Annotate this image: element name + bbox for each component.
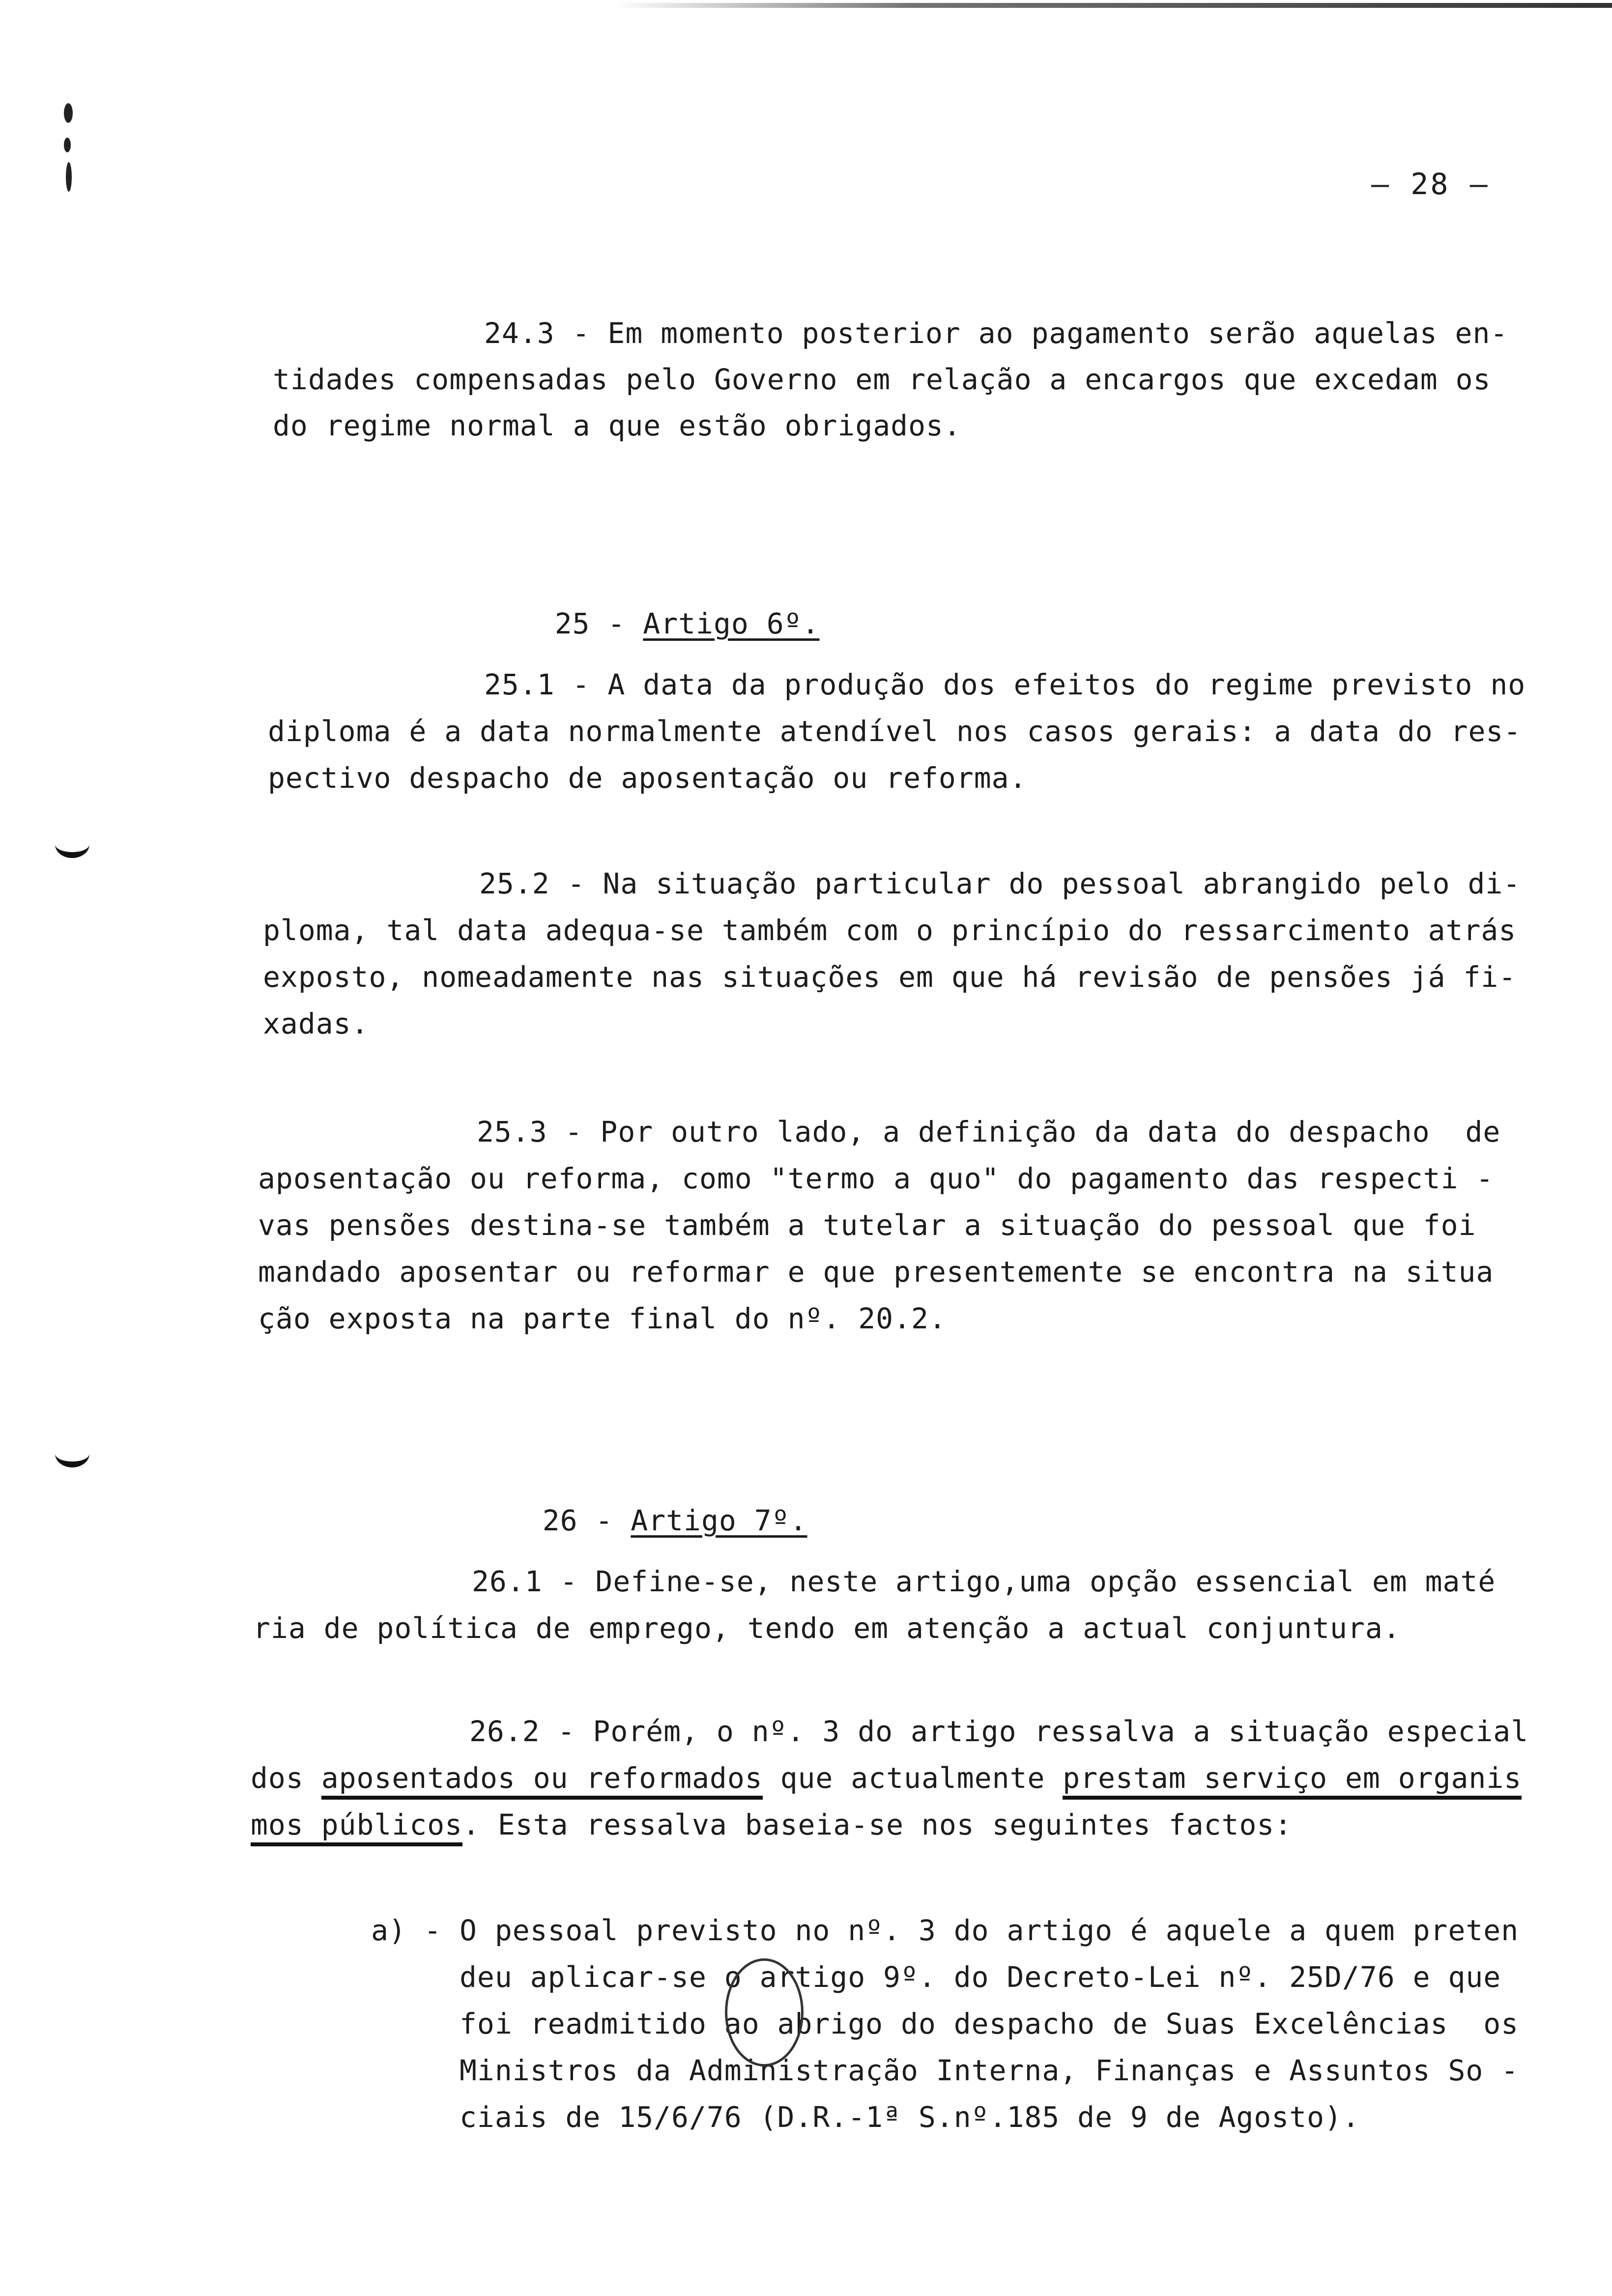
scan-speck [64, 103, 73, 123]
para-26-2-line-2 [251, 1754, 1522, 1802]
para-26-1-line-1: 26.1 - Define-se, neste artigo,uma opção essencial em maté [472, 1565, 1496, 1598]
para-26-2-line-3 [251, 1801, 1292, 1848]
hole-punch-circle [725, 1958, 804, 2066]
para-25-2-line-3: exposto, nomeadamente nas situações em que há revisão de pensões já fi- [263, 960, 1517, 994]
para-25-3-line-1: 25.3 - Por outro lado, a definição da data do despacho de [477, 1115, 1501, 1148]
para-25-2-line-2: ploma, tal data adequa-se também com o princípio do ressarcimento atrás [263, 914, 1517, 947]
punch-hole-mark-lower [55, 1440, 89, 1467]
item-a-line-4: Ministros da Administração Interna, Finanças e Assuntos So - [460, 2054, 1519, 2087]
scan-speck [66, 162, 72, 192]
para-24-3-line-1: 24.3 - Em momento posterior ao pagamento serão aquelas en- [484, 316, 1508, 350]
para-25-2-line-4: xadas. [263, 1007, 369, 1040]
heading-25-title: Artigo 6º. [643, 607, 820, 640]
para-26-2-line-1: 26.2 - Porém, o nº. 3 do artigo ressalva a situação especial [469, 1715, 1529, 1748]
text-span: dos [251, 1761, 321, 1795]
para-25-3-line-3: vas pensões destina-se também a tutelar a situação do pessoal que foi [258, 1208, 1476, 1242]
text-span: . Esta ressalva baseia-se nos seguintes factos: [462, 1808, 1293, 1841]
heading-26-title: Artigo 7º. [631, 1504, 807, 1537]
item-a-label: a) - [371, 1914, 460, 1947]
para-25-3-line-4: mandado aposentar ou reformar e que presentemente se encontra na situa [258, 1255, 1494, 1289]
para-25-3-line-2: aposentação ou reforma, como "termo a quo" do pagamento das respecti - [258, 1162, 1494, 1195]
para-26-1-line-2: ria de política de emprego, tendo em atenção a actual conjuntura. [253, 1611, 1401, 1645]
para-24-3-line-2: tidades compensadas pelo Governo em relação a encargos que excedam os [273, 363, 1491, 396]
para-25-1-line-1: 25.1 - A data da produção dos efeitos do regime previsto no [484, 668, 1526, 701]
heading-25-number: 25 - [554, 607, 643, 640]
item-a-line-3: foi readmitido ao abrigo do despacho de Suas Excelências os [460, 2007, 1519, 2040]
para-25-1-line-3: pectivo despacho de aposentação ou reforma. [268, 761, 1027, 795]
text-span: que actualmente [762, 1761, 1063, 1795]
scan-edge-artifact [614, 3, 1612, 8]
item-a-line-2: deu aplicar-se o artigo 9º. do Decreto-Lei nº. 25D/76 e que [460, 1960, 1501, 1994]
highlight-organismos-publicos: mos públicos [251, 1808, 462, 1846]
highlight-aposentados: aposentados ou reformados [321, 1761, 763, 1800]
scan-speck [64, 138, 71, 152]
item-a-line-5: ciais de 15/6/76 (D.R.-1ª S.nº.185 de 9 de Agosto). [460, 2100, 1360, 2134]
item-a-line-1: O pessoal previsto no nº. 3 do artigo é aquele a quem preten [460, 1914, 1519, 1947]
page-number: – 28 – [1371, 167, 1490, 201]
heading-26-number: 26 - [542, 1504, 631, 1537]
highlight-prestam-servico: prestam serviço em organis [1063, 1761, 1522, 1800]
para-25-3-line-5: ção exposta na parte final do nº. 20.2. [258, 1302, 947, 1335]
para-25-1-line-2: diploma é a data normalmente atendível nos casos gerais: a data do res- [268, 715, 1522, 748]
para-24-3-line-3: do regime normal a que estão obrigados. [273, 409, 961, 442]
punch-hole-mark-upper [55, 831, 89, 858]
para-25-2-line-1: 25.2 - Na situação particular do pessoal abrangido pelo di- [479, 867, 1521, 900]
